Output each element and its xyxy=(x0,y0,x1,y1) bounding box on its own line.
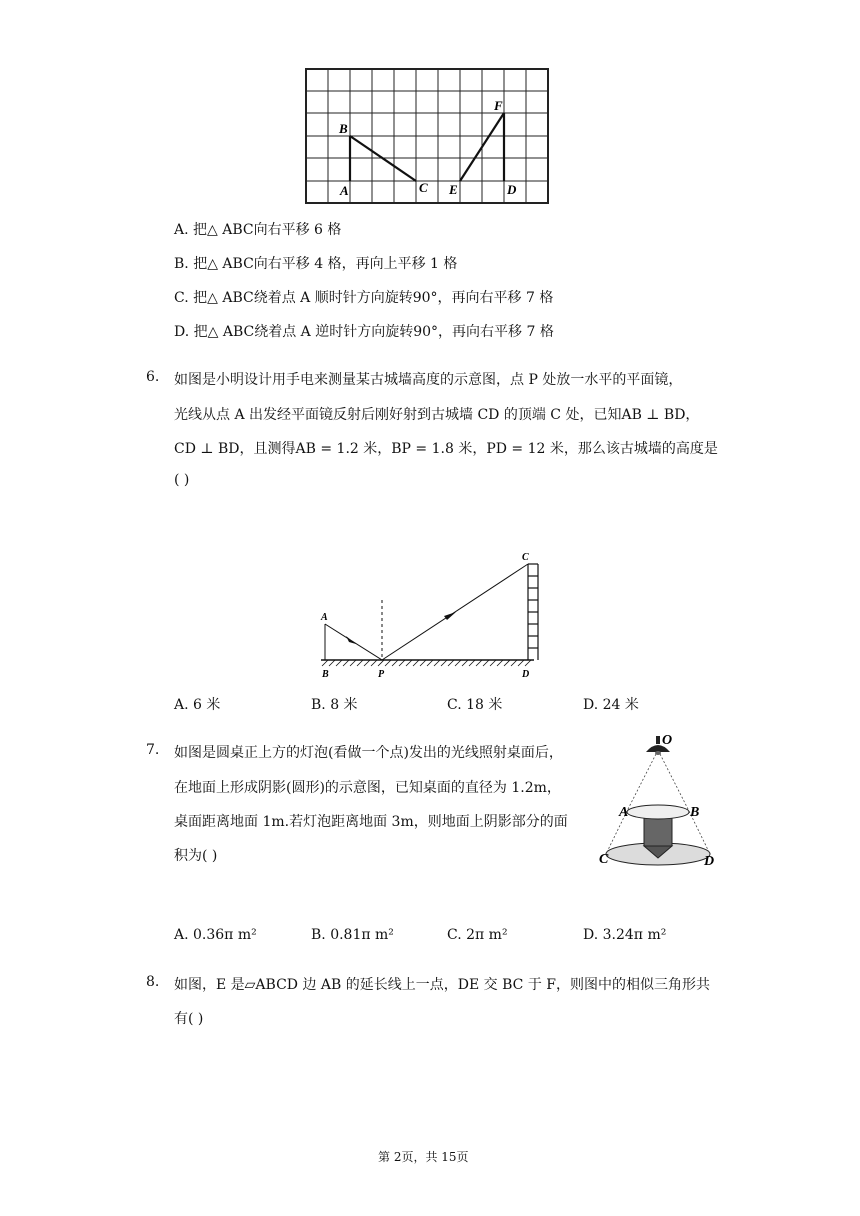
label-f: F xyxy=(494,98,503,113)
q6-line-2: 光线从点 A 出发经平面镜反射后刚好射到古城墙 CD 的顶端 C 处，已知AB ⊥ BD， xyxy=(174,407,700,423)
label-c: C xyxy=(522,552,529,563)
label-d: D xyxy=(704,854,715,869)
table-top xyxy=(627,805,689,819)
q7-line-1: 如图是圆桌正上方的灯泡(看做一个点)发出的光线照射桌面后， xyxy=(174,745,563,761)
label-a: A xyxy=(340,183,349,198)
light-path xyxy=(325,564,528,660)
ground xyxy=(321,660,534,666)
q7-option-b: B. 0.81π m² xyxy=(311,927,394,943)
q8-line-2: 有( ) xyxy=(174,1011,204,1027)
q7-line-4: 积为( ) xyxy=(174,848,218,864)
q6-number: 6. xyxy=(146,369,160,385)
label-d: D xyxy=(507,182,517,197)
q6-option-b: B. 8 米 xyxy=(311,697,358,713)
q7-option-a: A. 0.36π m² xyxy=(174,927,257,943)
q7-option-c: C. 2π m² xyxy=(447,927,508,943)
lamp-table-figure xyxy=(596,730,720,872)
label-o: O xyxy=(662,733,673,748)
label-b: B xyxy=(690,805,700,820)
label-e: E xyxy=(449,182,458,197)
grid-figure xyxy=(300,66,556,206)
q7-line-3: 桌面距离地面 1m.若灯泡距离地面 3m，则地面上阴影部分的面 xyxy=(174,814,568,830)
q7-option-d: D. 3.24π m² xyxy=(583,927,667,943)
q6-line-3: CD ⊥ BD，且测得AB = 1.2 米，BP = 1.8 米，PD = 12 米，那么该古城墙的高度是 xyxy=(174,441,718,457)
arrow-reflected xyxy=(444,612,456,620)
q8-line-1: 如图，E 是▱ABCD 边 AB 的延长线上一点，DE 交 BC 于 F，则图中的相似三角形共 xyxy=(174,977,710,993)
label-p: P xyxy=(378,669,385,680)
label-c: C xyxy=(419,180,428,195)
mirror-wall-figure xyxy=(316,548,546,684)
wall-cd xyxy=(528,564,538,660)
q6-option-a: A. 6 米 xyxy=(174,697,221,713)
label-a: A xyxy=(321,612,328,623)
q5-option-a: A. 把△ ABC向右平移 6 格 xyxy=(174,222,342,238)
q6-option-d: D. 24 米 xyxy=(583,697,639,713)
q7-line-2: 在地面上形成阴影(圆形)的示意图，已知桌面的直径为 1.2m， xyxy=(174,780,561,796)
q5-option-d: D. 把△ ABC绕着点 A 逆时针方向旋转90°，再向右平移 7 格 xyxy=(174,324,554,340)
q8-number: 8. xyxy=(146,974,160,990)
q6-option-c: C. 18 米 xyxy=(447,697,503,713)
q5-option-b: B. 把△ ABC向右平移 4 格，再向上平移 1 格 xyxy=(174,256,458,272)
q7-number: 7. xyxy=(146,742,160,758)
label-c: C xyxy=(599,852,609,867)
label-d: D xyxy=(522,669,530,680)
label-b: B xyxy=(322,669,329,680)
label-b: B xyxy=(339,121,348,136)
q5-option-c: C. 把△ ABC绕着点 A 顺时针方向旋转90°，再向右平移 7 格 xyxy=(174,290,554,306)
page-footer: 第 2页，共 15页 xyxy=(378,1150,469,1164)
label-a: A xyxy=(619,805,629,820)
q6-line-4: ( ) xyxy=(174,472,190,488)
q6-line-1: 如图是小明设计用手电来测量某古城墙高度的示意图，点 P 处放一水平的平面镜， xyxy=(174,372,683,388)
